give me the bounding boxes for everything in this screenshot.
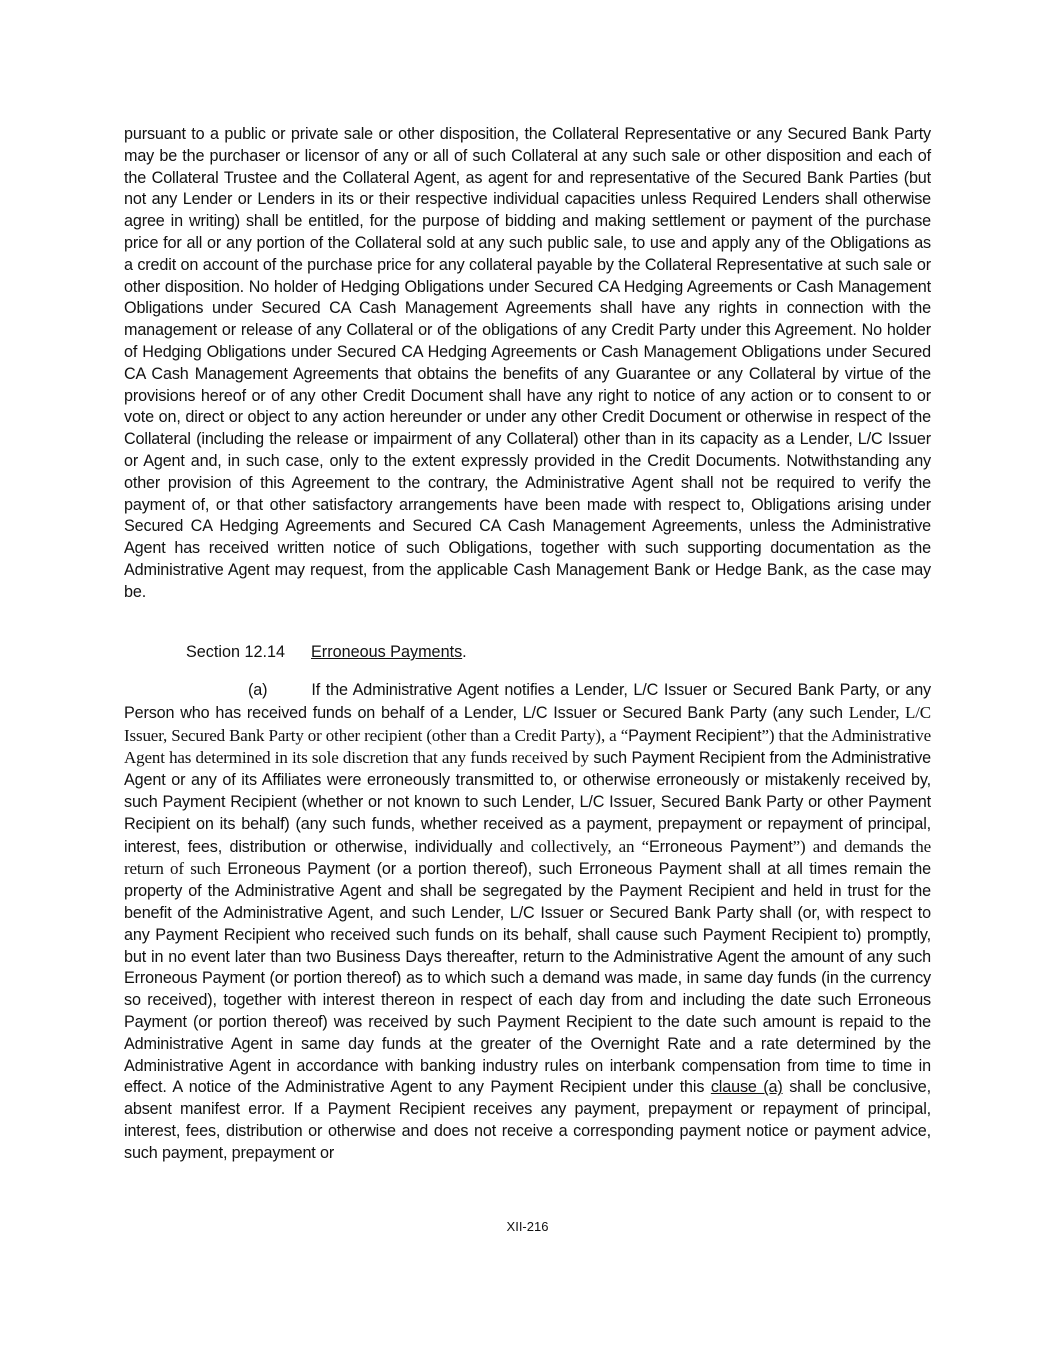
text-segment-serif: Lender, L/C Issuer, Secured Bank Party or other recipient (other than a Credit Party), a “ bbox=[124, 702, 931, 745]
text-segment: Erroneous Payment (or a portion thereof), such Erroneous Payment shall at all times remain the property of the Administrative Agent and shall be segregated by the Payment Recipient and held in trust for the benefit of the Administrative Agent, and such Lender, L/C Issuer or Secured Bank Party shall (or, with respect to any Payment Recipient who received such funds on its behalf, shall cause such Payment Recipient to) promptly, but in no event later than two Business Days thereafter, return to the Administrative Agent the amount of any such Erroneous Payment (or portion thereof) as to which such a demand was made, in same day funds (in the currency so received), together with interest thereon in respect of each day from and including the date such Erroneous Payment (or portion thereof) was received by such Payment Recipient to the date such amount is repaid to the Administrative Agent in same day funds at the greater of the Overnight Rate and a rate determined by the Administrative Agent in accordance with banking industry rules on interbank compensation from time to time in effect. A notice of the Administrative Agent to any Payment Recipient under this bbox=[124, 860, 931, 1097]
text-segment-serif: and collectively, an “ bbox=[499, 836, 649, 856]
subsection-marker: (a) bbox=[248, 681, 268, 699]
text-segment: such Payment Recipient from the Administrative Agent or any of its Affiliates were erroneously transmitted to, or otherwise erroneously or mistakenly received by, such Payment Recipient (whether or not known to such Lender, L/C Issuer, Secured Bank Party or other Payment Recipient on its behalf) (any such funds, whether received as a payment, prepayment or repayment of principal, interest, fees, distribution or otherwise, individually bbox=[124, 749, 931, 856]
text-segment: If the Administrative Agent notifies a Lender, L/C Issuer or Secured Bank Party, or any Person who has received funds on behalf of a Lender, L/C Issuer or Secured Bank Party (any such bbox=[124, 681, 931, 722]
page-number: XII-216 bbox=[506, 1219, 549, 1234]
clause-reference: clause (a) bbox=[710, 1078, 783, 1097]
section-number: Section 12.14 bbox=[186, 643, 285, 661]
defined-term: Payment Recipient bbox=[628, 726, 762, 745]
text-segment-serif: ”) and demands the return of such bbox=[124, 836, 931, 879]
defined-term: Erroneous Payment bbox=[649, 837, 793, 856]
text-segment: shall be conclusive, absent manifest error. If a Payment Recipient receives any payment, prepayment or repayment of principal, interest, fees, distribution or otherwise and does not receive a corresponding payment notice or payment advice, such payment, prepayment or bbox=[124, 1078, 932, 1162]
section-heading bbox=[186, 642, 467, 664]
body-paragraph: pursuant to a public or private sale or other disposition, the Collateral Representative or any Secured Bank Party may be the purchaser or licensor of any or all of such Collateral at any such sale or other disposition and each of the Collateral Trustee and the Collateral Agent, as agent for and representative of the Secured Bank Parties (but not any Lender or Lenders in its or their respective individual capacities unless Required Lenders shall otherwise agree in writing) shall be entitled, for the purpose of bidding and making settlement or payment of the purchase price for all or any portion of the Collateral sold at any such public sale, to use and apply any of the Obligations as a credit on account of the purchase price for any collateral payable by the Collateral Representative at such sale or other disposition. No holder of Hedging Obligations under Secured CA Hedging Agreements or Cash Management Obligations under Secured CA Cash Management Agreements shall have any rights in connection with the management or release of any Collateral or of the obligations of any Credit Party under this Agreement. No holder of Hedging Obligations under Secured CA Hedging Agreements or Cash Management Obligations under Secured CA Cash Management Agreements that obtains the benefits of any Guarantee or any Collateral by virtue of the provisions hereof or of any other Credit Document shall have any right to notice of any action or to consent to or vote on, direct or object to any action hereunder or under any other Credit Document or otherwise in respect of the Collateral (including the release or impairment of any Collateral) other than in its capacity as a Lender, L/C Issuer or Agent and, in such case, only to the extent expressly provided in the Credit Documents. Notwithstanding any other provision of this Agreement to the contrary, the Administrative Agent shall not be required to verify the payment of, or that other satisfactory arrangements have been made with respect to, Obligations arising under Secured CA Hedging Agreements and Secured CA Cash Management Agreements, unless the Administrative Agent has received written notice of such Obligations, together with such supporting documentation as the Administrative Agent may request, from the applicable Cash Management Bank or Hedge Bank, as the case may be. bbox=[124, 125, 931, 601]
text-segment-serif: ”) that the Administrative Agent has determined in its sole discretion that any funds received by bbox=[124, 725, 931, 768]
body-paragraph-a bbox=[124, 680, 931, 1165]
section-title: Erroneous Payments bbox=[311, 643, 463, 661]
section-title-suffix: . bbox=[462, 643, 467, 661]
